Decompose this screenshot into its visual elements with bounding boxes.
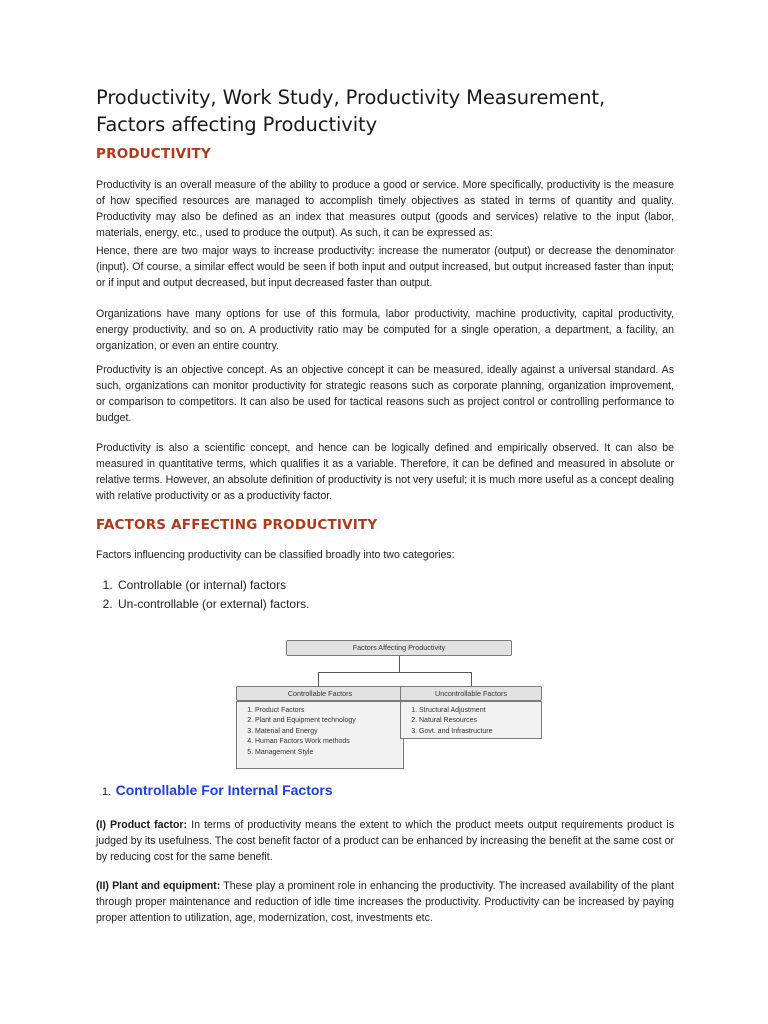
product-factor-text: In terms of productivity means the extent to which the product meets output requirements product is judged by its usefulness. The cost benefit factor of a product can be enhanced by increasing the benefit at the same cost or by reducing cost for the same benefit. [96,819,674,863]
section-heading-productivity: PRODUCTIVITY [96,146,211,162]
connector-line [399,656,400,672]
paragraph-scientific: Productivity is also a scientific concept, and hence can be logically defined and empirically observed. It can also be measured in quantitative terms, which qualifies it as a variable. Therefore, it can be defined and measured in absolute or relative terms. However, an absolute definition of productivity is not very useful; it is much more useful as a concept dealing with relative productivity or as a productivity factor. [96,442,674,502]
connector-line [471,672,472,686]
subsection-title: Controllable For Internal Factors [115,782,333,798]
controllable-factors-title: Controllable Factors [287,689,353,698]
list-item: 1. Product Factors [255,706,403,716]
list-item: 2. Plant and Equipment technology [255,716,403,726]
connector-line [318,672,471,673]
list-item: 2. Natural Resources [419,716,541,726]
controllable-factors-list [236,701,404,769]
paragraph-definition: Productivity is an overall measure of the ability to produce a good or service. More specifically, productivity is the measure of how specified resources are managed to accomplish timely objectives as stated in terms of quantity and quality. Productivity may also be defined as an index that measures output (goods and services) relative to the input (labor, materials, energy, etc., used to produce the output). As such, it can be expressed as: [96,179,674,239]
connector-line [318,672,319,686]
list-item: 4. Human Factors Work methods [255,737,403,747]
paragraph-factors-intro: Factors influencing productivity can be classified broadly into two categories: [96,549,455,561]
controllable-factors-box [236,686,404,701]
paragraph-objective: Productivity is an objective concept. As an objective concept it can be measured, ideally against a universal standard. As such, organizations can monitor productivity for strategic reasons such as corporate planning, organization improvement, or comparison to competitors. It can also be used for tactical reasons such as project control or controlling performance to budget. [96,364,674,424]
paragraph-plant-equipment [96,878,674,926]
document-title: Productivity, Work Study, Productivity Measurement, Factors affecting Productivity [96,86,606,136]
diagram-top-label: Factors Affecting Productivity [352,643,446,652]
section-heading-factors: FACTORS AFFECTING PRODUCTIVITY [96,517,378,533]
list-item: 3. Material and Energy [255,727,403,737]
controllable-section [96,782,674,926]
list-item: 1. Structural Adjustment [419,706,541,716]
paragraph-increase: Hence, there are two major ways to increase productivity: increase the numerator (output) or decrease the denominator (input). Of course, a similar effect would be seen if both input and output increased, but output increased faster than input; or if input and output decreased, but input decreased faster than output. [96,245,674,289]
product-factor-label: (I) Product factor: [96,819,188,831]
factors-diagram [236,640,542,770]
list-item: 5. Management Style [255,748,403,758]
factor-categories-list [96,576,674,614]
list-item: 3. Govt. and Infrastructure [419,727,541,737]
uncontrollable-factors-title: Uncontrollable Factors [435,689,507,698]
plant-equipment-label: (II) Plant and equipment: [96,880,221,892]
paragraph-options: Organizations have many options for use of this formula, labor productivity, machine productivity, capital productivity, energy productivity, and so on. A productivity ratio may be computed for a single operation, a department, a facility, an organization, or even an entire country. [96,308,674,352]
subsection-number: 1. [102,786,112,798]
diagram-top-box [286,640,512,656]
list-item: 2. Un-controllable (or external) factors. [116,595,674,614]
subsection-heading [96,782,674,800]
uncontrollable-factors-box [400,686,542,701]
document-page [96,84,674,614]
uncontrollable-factors-list [400,701,542,739]
plant-equipment-text: These play a prominent role in enhancing the productivity. The increased availability of the plant through proper maintenance and reduction of idle time increases the productivity. Productivity can be increased by paying proper attention to utilization, age, modernization, cost, investments etc. [96,880,674,924]
paragraph-product-factor [96,817,674,865]
list-item: 1. Controllable (or internal) factors [116,576,674,595]
